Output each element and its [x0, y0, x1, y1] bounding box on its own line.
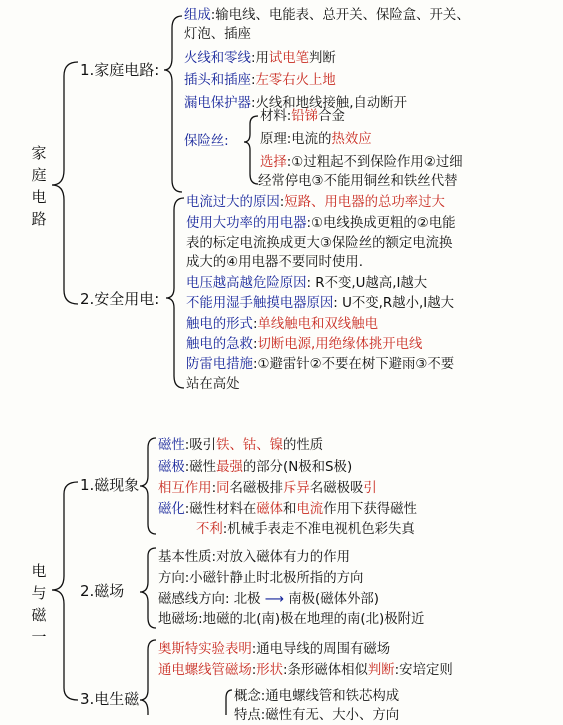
text-segment: 左零右火上地: [255, 73, 336, 88]
text-segment: 概念:通电螺线管和铁芯构成: [234, 689, 400, 704]
text-segment: 触电的急救: [186, 337, 253, 352]
text-segment: :①避雷针②不要在树下避雨③不要: [252, 357, 455, 372]
text-segment: :火线和地线接触,自动断开: [250, 96, 408, 111]
text-segment: 不利: [196, 522, 223, 537]
text-segment: :吸引: [184, 438, 217, 453]
text-segment: 铁、钴、镍: [216, 438, 284, 453]
text-segment: 相互作用: [158, 481, 212, 496]
text-segment: :: [250, 73, 256, 88]
note-line: [184, 132, 229, 151]
text-segment: 电流: [296, 502, 324, 517]
text-segment: 通电螺线管磁场: [158, 663, 252, 678]
text-segment: 漏电保护器: [184, 96, 251, 111]
note-line: [234, 687, 399, 706]
text-segment: 保险丝:: [184, 134, 229, 149]
text-segment: 奥斯特实验表明: [158, 642, 252, 657]
title-char: 一: [31, 628, 47, 646]
text-segment: 和: [283, 502, 297, 517]
text-segment: ⟶: [264, 592, 284, 607]
text-segment: 磁极: [158, 460, 185, 475]
note-line: [184, 49, 336, 68]
note-line: [186, 335, 422, 354]
text-segment: :磁性材料在: [184, 502, 257, 517]
text-segment: 地磁场:地磁的北(南)极在地理的南(北)极附近: [158, 612, 425, 627]
heading-electromagnetism: 3.电生磁: [80, 690, 140, 708]
text-segment: 判断: [309, 51, 336, 66]
text-segment: 短路、用电器的总功率过大: [284, 195, 445, 210]
note-line: [158, 661, 453, 680]
note-line: [234, 706, 399, 725]
text-segment: 材料:: [260, 109, 292, 124]
text-segment: :条形磁体相似: [283, 663, 368, 678]
text-segment: : U不变,R越小,I越大: [333, 296, 454, 311]
note-line: [158, 548, 350, 567]
text-segment: 磁体: [256, 502, 284, 517]
text-segment: 引: [363, 481, 377, 496]
note-line: [186, 193, 445, 212]
text-segment: 火线和零线: [184, 51, 251, 66]
title-char: 电: [31, 562, 47, 580]
note-line: [186, 294, 454, 313]
note-line: [158, 640, 390, 659]
note-line: [186, 253, 363, 272]
text-segment: 名磁极排: [229, 481, 284, 496]
note-line: [186, 234, 452, 253]
heading-safe-electricity: 2.安全用电:: [80, 290, 160, 308]
text-segment: 经常停电③不能用铜丝和铁丝代替: [258, 174, 458, 189]
note-line: [158, 569, 363, 588]
text-segment: 基本性质:对放入磁体有力的作用: [158, 550, 350, 565]
text-segment: 形状: [256, 663, 284, 678]
text-segment: 铅锑: [291, 109, 319, 124]
text-segment: :: [251, 663, 257, 678]
note-line: [186, 214, 456, 233]
text-segment: 触电的形式: [186, 317, 253, 332]
note-line: [158, 500, 417, 519]
text-segment: 灯泡、插座: [184, 27, 251, 42]
text-segment: 合金: [318, 109, 345, 124]
text-segment: 选择: [260, 155, 287, 170]
text-segment: 成大的④用电器不要同时使用.: [186, 255, 363, 270]
text-segment: :: [279, 195, 285, 210]
note-line: [260, 130, 372, 149]
note-line: [158, 590, 379, 609]
text-segment: :①电线换成更粗的②电能: [306, 216, 456, 231]
text-segment: :: [211, 481, 217, 496]
text-segment: 的部分(N极和S极): [242, 460, 353, 475]
text-segment: 作用下获得磁性: [323, 502, 417, 517]
text-segment: 磁化: [158, 502, 185, 517]
text-segment: :安培定则: [394, 663, 453, 678]
text-segment: : R不变,U越高,I越大: [306, 276, 428, 291]
text-segment: :用: [250, 51, 269, 66]
text-segment: 原理:电流的: [260, 132, 332, 147]
note-line: [186, 355, 454, 374]
text-segment: 表的标定电流换成更大③保险丝的额定电流换: [186, 236, 453, 251]
text-segment: 单线触电和双线触电: [257, 317, 378, 332]
text-segment: :磁性: [184, 460, 217, 475]
title-char: 家: [31, 144, 47, 162]
text-segment: :: [252, 317, 258, 332]
text-segment: 电压越高越危险原因: [186, 276, 307, 291]
note-line: [186, 315, 378, 334]
text-segment: 磁感线方向: 北极: [158, 592, 265, 607]
text-segment: 的性质: [283, 438, 324, 453]
note-line: [260, 107, 345, 126]
text-segment: 热效应: [331, 132, 372, 147]
text-segment: 插头和插座: [184, 73, 251, 88]
text-segment: 切断电源,用绝缘体挑开电线: [257, 337, 423, 352]
note-line: [258, 172, 457, 191]
note-line: [158, 610, 424, 629]
heading-magnetism: 1.磁现象: [80, 476, 140, 494]
text-segment: 同: [216, 481, 230, 496]
note-line: [184, 71, 336, 90]
heading-magnetic-field: 2.磁场: [80, 582, 125, 600]
text-segment: :: [252, 337, 258, 352]
text-segment: :机械手表走不准电视机色彩失真: [222, 522, 415, 537]
note-line: [184, 6, 470, 25]
note-line: [184, 25, 251, 44]
text-segment: 站在高处: [186, 377, 240, 392]
section-title-electricity-magnetism: [30, 560, 48, 648]
note-line: [260, 153, 463, 172]
text-segment: :①过粗起不到保险作用②过细: [286, 155, 463, 170]
text-segment: 试电笔: [268, 51, 310, 66]
heading-home-circuit: 1.家庭电路:: [80, 61, 160, 79]
text-segment: 南极(磁体外部): [283, 592, 380, 607]
text-segment: 特点:磁性有无、大小、方向: [234, 708, 400, 723]
note-line: [196, 520, 415, 539]
text-segment: 名磁极吸: [309, 481, 364, 496]
section-title-home-circuit: [30, 142, 48, 230]
title-char: 磁: [31, 606, 47, 624]
title-char: 庭: [31, 166, 47, 184]
title-char: 与: [31, 584, 47, 602]
title-char: 电: [31, 188, 47, 206]
text-segment: 使用大功率的用电器: [186, 216, 307, 231]
text-segment: 组成: [184, 8, 211, 23]
text-segment: 斥异: [283, 481, 310, 496]
text-segment: 方向:小磁针静止时北极所指的方向: [158, 571, 364, 586]
text-segment: :输电线、电能表、总开关、保险盒、开关、: [210, 8, 470, 23]
text-segment: 最强: [216, 460, 243, 475]
title-char: 路: [31, 210, 47, 228]
note-line: [186, 375, 240, 394]
text-segment: 防雷电措施: [186, 357, 253, 372]
note-line: [158, 458, 352, 477]
text-segment: 电流过大的原因: [186, 195, 280, 210]
note-line: [186, 274, 427, 293]
text-segment: 判断: [367, 663, 395, 678]
text-segment: 不能用湿手触摸电器原因: [186, 296, 334, 311]
text-segment: :通电导线的周围有磁场: [251, 642, 391, 657]
note-line: [158, 436, 323, 455]
text-segment: 磁性: [158, 438, 185, 453]
note-line: [158, 479, 377, 498]
